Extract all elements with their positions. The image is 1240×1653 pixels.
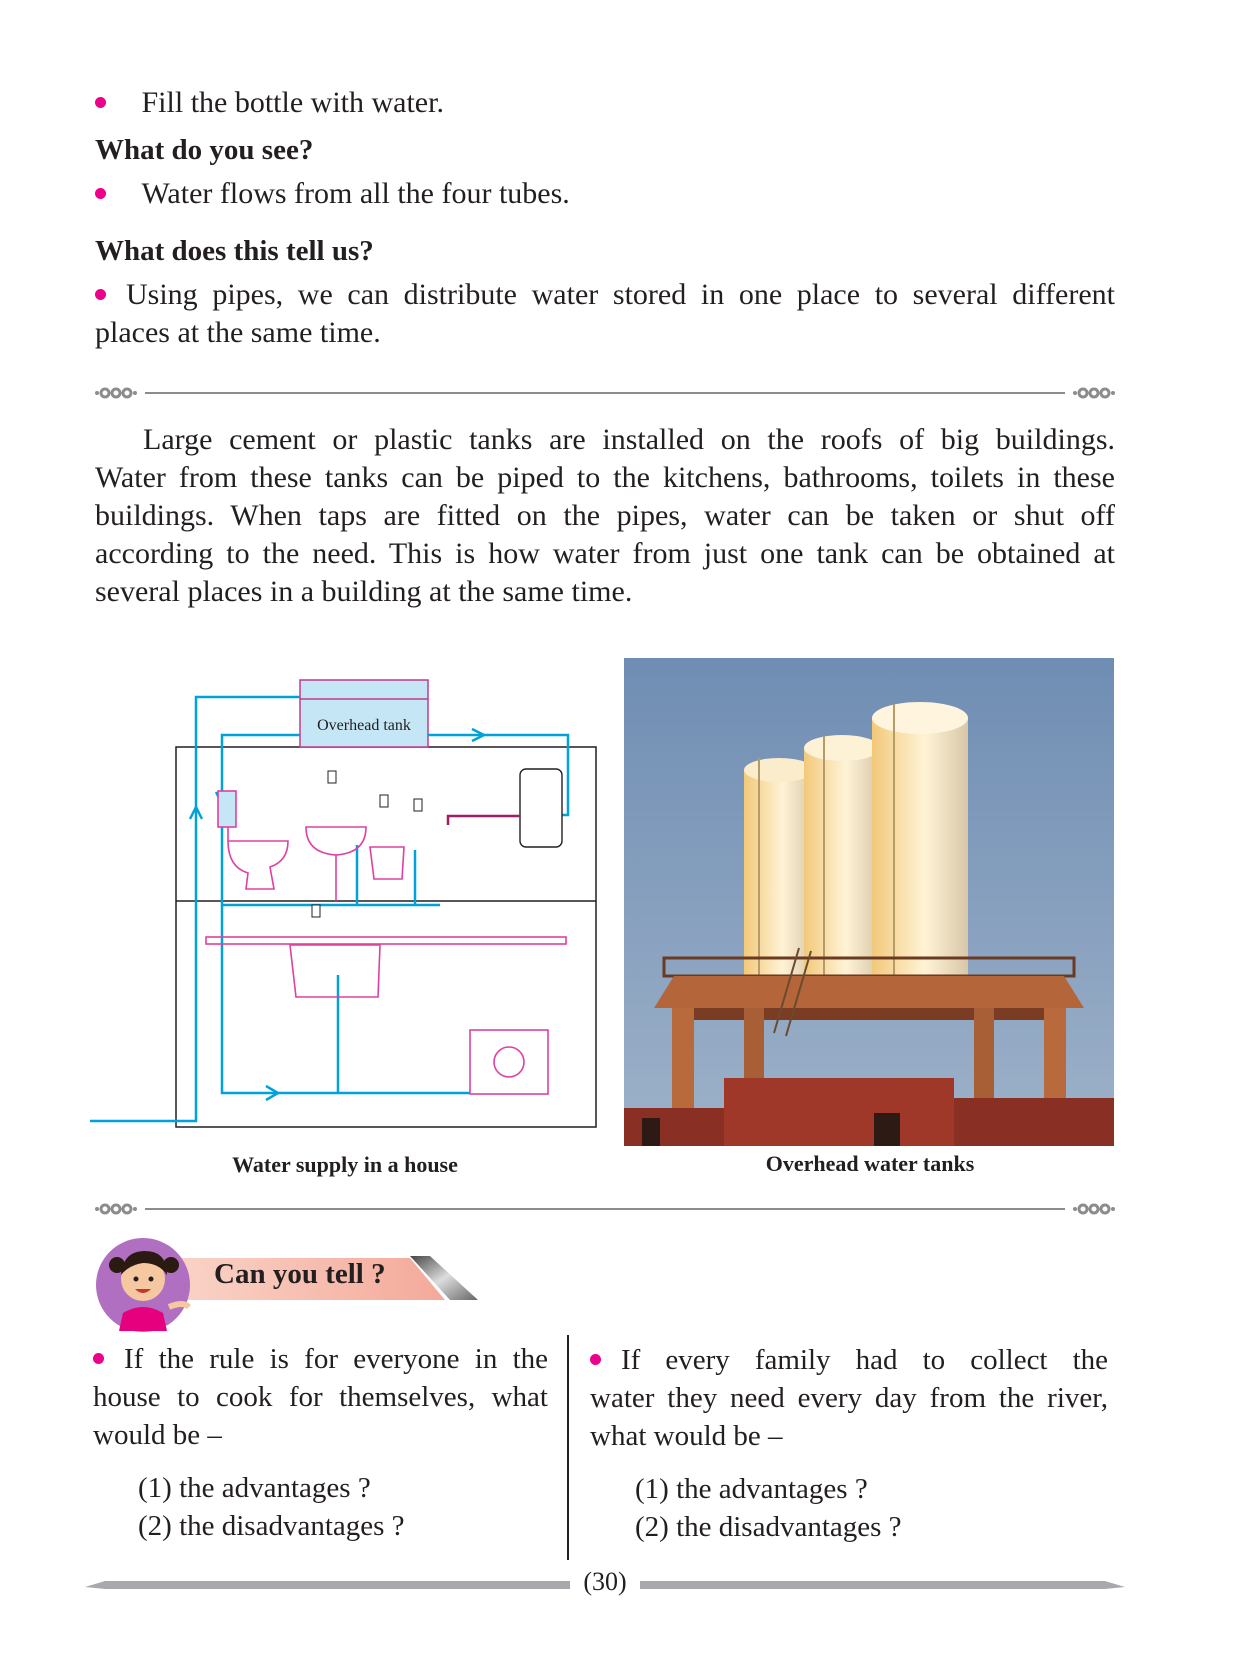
diagram-caption: Water supply in a house (232, 1152, 458, 1177)
bullet-icon (93, 1353, 104, 1364)
bullet-icon (95, 97, 106, 108)
step-fill: Fill the bottle with water. (95, 85, 444, 121)
bullet-icon (95, 188, 106, 199)
bullet-icon (590, 1354, 601, 1365)
fixtures (206, 769, 566, 1094)
main-paragraph: Large cement or plastic tanks are installed on the roofs of big buildings. Water from these tanks can be piped to the kitchens, bathrooms, toilets in these buildings. When taps are fitted on the pipes, water can be taken or shut off according to the need. This is how water from just one tank can be obtained at several places in a building at the same time. (95, 423, 1115, 608)
can-you-tell-title: Can you tell ? (214, 1258, 386, 1290)
column-separator (567, 1335, 569, 1560)
heading-what-do-you-see: What do you see? (95, 134, 314, 166)
overhead-tank (300, 680, 428, 747)
see-answer: Water flows from all the four tubes. (95, 176, 570, 212)
water-supply-diagram (90, 675, 600, 1135)
section-divider (95, 1202, 1115, 1216)
question-cook: If the rule is for everyone in the house to cook for themselves, what would be – (1) the advantages ? (2) the disadvantages ? (93, 1343, 548, 1542)
tell-answer: Using pipes, we can distribute water stored in one place to several different places at the same time. (95, 278, 1115, 349)
bullet-icon (95, 289, 106, 300)
question-river: If every family had to collect the water they need every day from the river, what would be – (1) the advantages ? (2) the disadvantages ? (590, 1344, 1108, 1543)
photo-caption: Overhead water tanks (765, 1151, 975, 1176)
overhead-tanks-photo (624, 658, 1114, 1146)
tank-label: Overhead tank (317, 717, 411, 734)
blue-pipes (90, 697, 568, 1121)
heading-what-does-this-tell: What does this tell us? (95, 235, 374, 267)
girl-avatar (93, 1235, 193, 1335)
page-number: (30) (583, 1567, 627, 1596)
section-divider (95, 386, 1115, 400)
